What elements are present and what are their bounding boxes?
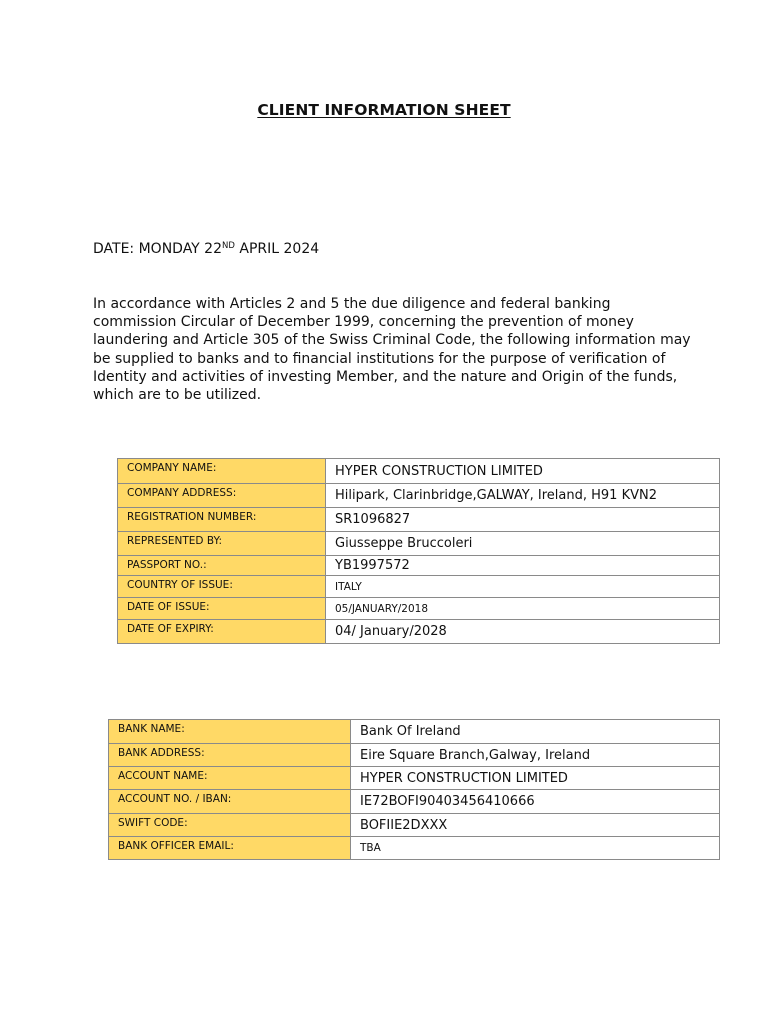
table-row [118,576,720,598]
company-name-value: HYPER CONSTRUCTION LIMITED [326,459,720,484]
company-info-table [117,458,720,644]
table-row [118,532,720,556]
date-of-issue-value: 05/JANUARY/2018 [326,598,720,620]
account-name-label: ACCOUNT NAME: [109,767,351,790]
bank-officer-email-label: BANK OFFICER EMAIL: [109,837,351,860]
passport-no-value: YB1997572 [326,556,720,576]
date-month-year: APRIL 2024 [234,241,320,257]
table-row [118,556,720,576]
table-row [109,837,720,860]
bank-name-value: Bank Of Ireland [351,720,720,744]
company-name-label: COMPANY NAME: [118,459,326,484]
table-row [109,720,720,744]
date-of-expiry-label: DATE OF EXPIRY: [118,620,326,644]
company-address-value: Hilipark, Clarinbridge,GALWAY, Ireland, H91 KVN2 [326,484,720,508]
table-row [118,508,720,532]
bank-address-value: Eire Square Branch,Galway, Ireland [351,744,720,767]
registration-number-value: SR1096827 [326,508,720,532]
date-of-issue-label: DATE OF ISSUE: [118,598,326,620]
account-no-iban-value: IE72BOFI90403456410666 [351,790,720,814]
swift-code-label: SWIFT CODE: [109,814,351,837]
swift-code-value: BOFIIE2DXXX [351,814,720,837]
table-row [109,814,720,837]
bank-officer-email-value: TBA [351,837,720,860]
country-of-issue-value: ITALY [326,576,720,598]
date-text: DATE: MONDAY 22 [93,241,223,257]
bank-info-table [108,719,720,860]
table-row [109,744,720,767]
date-line [93,241,319,257]
company-address-label: COMPANY ADDRESS: [118,484,326,508]
bank-name-label: BANK NAME: [109,720,351,744]
country-of-issue-label: COUNTRY OF ISSUE: [118,576,326,598]
table-row [118,459,720,484]
account-name-value: HYPER CONSTRUCTION LIMITED [351,767,720,790]
date-of-expiry-value: 04/ January/2028 [326,620,720,644]
table-row [118,598,720,620]
represented-by-label: REPRESENTED BY: [118,532,326,556]
passport-no-label: PASSPORT NO.: [118,556,326,576]
intro-paragraph: In accordance with Articles 2 and 5 the due diligence and federal banking commission Circular of December 1999, concerning the prevention of money laundering and Article 305 of the Swiss Criminal Code, the following information may be supplied to banks and to financial institutions for the purpose of verification of Identity and activities of investing Member, and the nature and Origin of the funds, which are to be utilized. [93,296,691,404]
bank-address-label: BANK ADDRESS: [109,744,351,767]
registration-number-label: REGISTRATION NUMBER: [118,508,326,532]
document-title: CLIENT INFORMATION SHEET [257,101,511,119]
represented-by-value: Giusseppe Bruccoleri [326,532,720,556]
table-row [109,767,720,790]
table-row [118,620,720,644]
table-row [118,484,720,508]
table-row [109,790,720,814]
date-ordinal-suffix: ND [222,241,235,251]
account-no-iban-label: ACCOUNT NO. / IBAN: [109,790,351,814]
